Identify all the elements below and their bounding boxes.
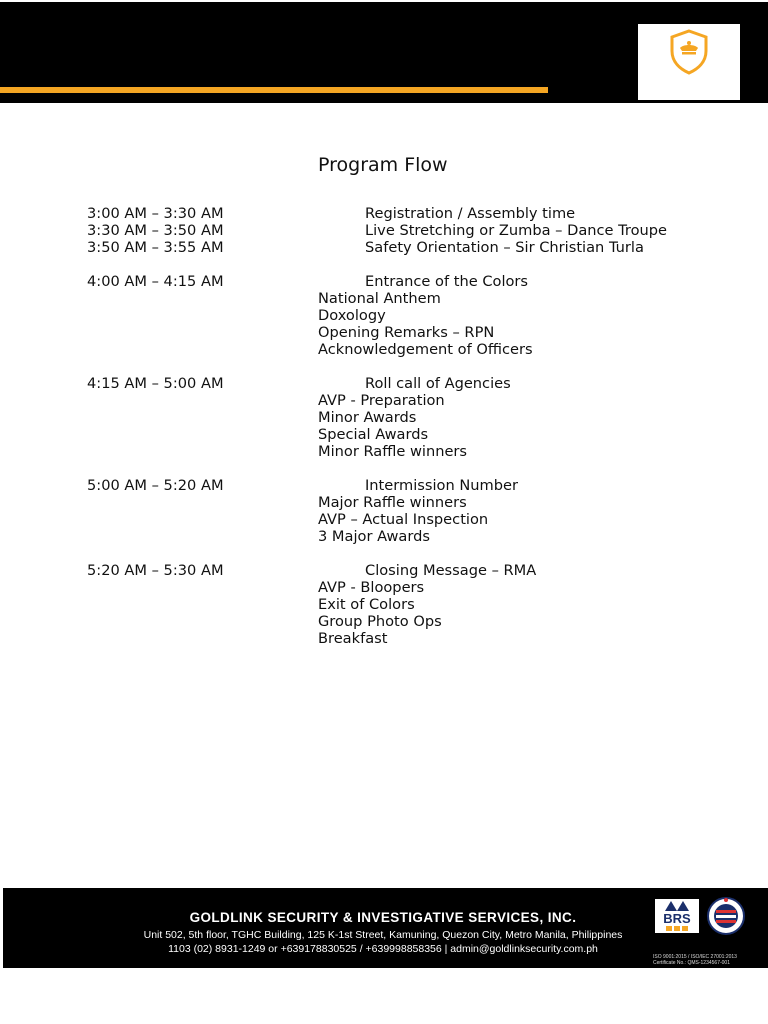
- schedule-subitem-row: [0, 443, 768, 460]
- program-item: Group Photo Ops: [318, 613, 442, 630]
- schedule-row: [0, 273, 768, 290]
- schedule-block: [0, 375, 768, 460]
- schedule-subitem-row: [0, 290, 768, 307]
- footer: [3, 888, 768, 968]
- schedule-row: [0, 477, 768, 494]
- schedule-subitem-row: [0, 511, 768, 528]
- schedule-subitem-row: [0, 426, 768, 443]
- document-title: Program Flow: [318, 154, 448, 176]
- program-item: Breakfast: [318, 630, 388, 647]
- program-item: AVP - Bloopers: [318, 579, 425, 596]
- time-slot: 4:00 AM – 4:15 AM: [87, 273, 224, 290]
- activity: Closing Message – RMA: [365, 562, 537, 579]
- activity: Live Stretching or Zumba – Dance Troupe: [365, 222, 668, 239]
- time-slot: 3:30 AM – 3:50 AM: [87, 222, 224, 239]
- program-schedule: [0, 205, 768, 664]
- schedule-subitem-row: [0, 630, 768, 647]
- program-item: Exit of Colors: [318, 596, 415, 613]
- schedule-row: [0, 222, 768, 239]
- program-item: Opening Remarks – RPN: [318, 324, 495, 341]
- brs-badge-text: BRS: [663, 911, 691, 926]
- activity: Registration / Assembly time: [365, 205, 576, 222]
- brs-certification-badge: [655, 899, 699, 933]
- schedule-subitem-row: [0, 596, 768, 613]
- program-item: AVP - Preparation: [318, 392, 445, 409]
- schedule-subitem-row: [0, 341, 768, 358]
- schedule-subitem-row: [0, 494, 768, 511]
- schedule-block: [0, 205, 768, 256]
- badge-dots-icon: [665, 926, 689, 931]
- activity: Entrance of the Colors: [365, 273, 529, 290]
- seal-icon: [706, 896, 746, 936]
- company-contact: 1103 (02) 8931-1249 or +639178830525 / +639998858356 | admin@goldlinksecurity.com.ph: [168, 943, 598, 955]
- activity: Intermission Number: [365, 477, 518, 494]
- schedule-subitem-row: [0, 579, 768, 596]
- schedule-block: [0, 477, 768, 545]
- activity: Safety Orientation – Sir Christian Turla: [365, 239, 644, 256]
- program-item: Minor Raffle winners: [318, 443, 468, 460]
- activity: Roll call of Agencies: [365, 375, 511, 392]
- company-address: Unit 502, 5th floor, TGHC Building, 125 K-1st Street, Kamuning, Quezon City, Metro Manila, Philippines: [143, 929, 623, 941]
- certification-details: ISO 9001:2015 / ISO/IEC 27001:2013 Certificate No.: QMS-1234567-001: [653, 954, 737, 966]
- triangle-mark-icon: [663, 901, 691, 911]
- schedule-subitem-row: [0, 409, 768, 426]
- schedule-subitem-row: [0, 392, 768, 409]
- schedule-row: [0, 239, 768, 256]
- company-logo: [638, 24, 740, 100]
- time-slot: 3:00 AM – 3:30 AM: [87, 205, 224, 222]
- program-item: Minor Awards: [318, 409, 417, 426]
- company-name: GOLDLINK SECURITY & INVESTIGATIVE SERVICES, INC.: [189, 910, 577, 925]
- shield-icon: [669, 29, 709, 75]
- schedule-subitem-row: [0, 307, 768, 324]
- schedule-row: [0, 205, 768, 222]
- time-slot: 4:15 AM – 5:00 AM: [87, 375, 224, 392]
- program-item: Acknowledgement of Officers: [318, 341, 533, 358]
- time-slot: 5:00 AM – 5:20 AM: [87, 477, 224, 494]
- schedule-subitem-row: [0, 324, 768, 341]
- schedule-block: [0, 562, 768, 647]
- time-slot: 5:20 AM – 5:30 AM: [87, 562, 224, 579]
- schedule-row: [0, 562, 768, 579]
- program-item: 3 Major Awards: [318, 528, 430, 545]
- schedule-subitem-row: [0, 528, 768, 545]
- program-item: AVP – Actual Inspection: [318, 511, 489, 528]
- schedule-subitem-row: [0, 613, 768, 630]
- program-item: Doxology: [318, 307, 386, 324]
- schedule-row: [0, 375, 768, 392]
- program-item: Special Awards: [318, 426, 429, 443]
- time-slot: 3:50 AM – 3:55 AM: [87, 239, 224, 256]
- schedule-block: [0, 273, 768, 358]
- header-accent-stripe: [0, 87, 548, 93]
- program-item: Major Raffle winners: [318, 494, 467, 511]
- program-item: National Anthem: [318, 290, 441, 307]
